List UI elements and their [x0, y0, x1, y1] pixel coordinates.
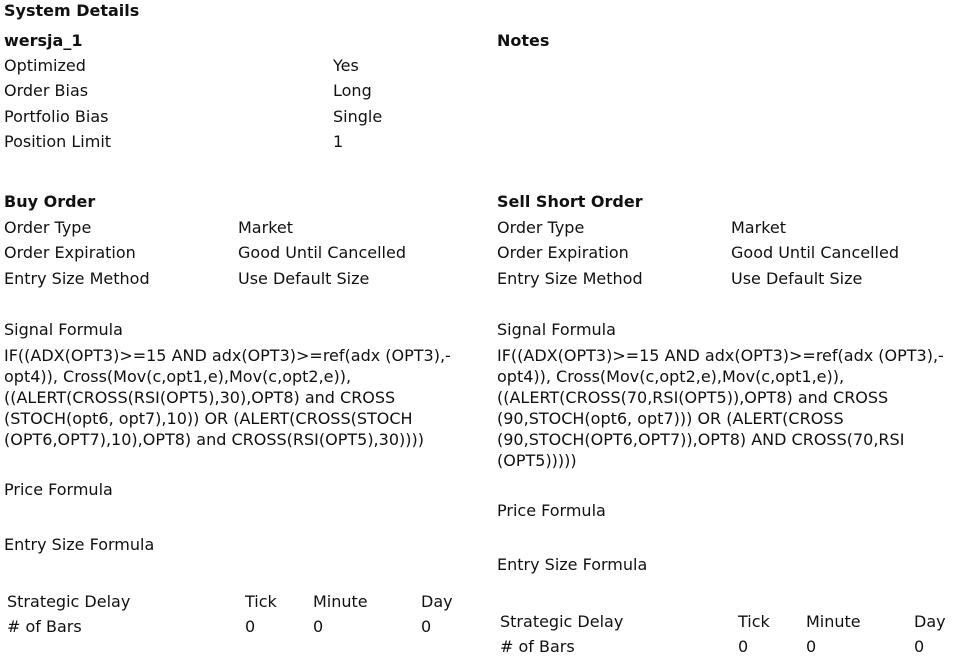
sell-bars-minute: 0	[806, 637, 817, 656]
sell-strategic-delay-label: Strategic Delay	[500, 612, 624, 631]
buy-bars-label: # of Bars	[7, 617, 82, 636]
sell-bars-day: 0	[914, 637, 925, 656]
position-limit-value: 1	[333, 132, 344, 151]
sell-bars-label: # of Bars	[500, 637, 575, 656]
buy-bars-day: 0	[421, 617, 432, 636]
sell-order-type-value: Market	[731, 218, 786, 237]
sell-entry-size-method-value: Use Default Size	[731, 269, 863, 288]
system-name: wersja_1	[4, 31, 83, 50]
buy-price-formula-label: Price Formula	[4, 480, 113, 499]
sell-order-heading: Sell Short Order	[497, 192, 643, 211]
portfolio-bias-value: Single	[333, 107, 383, 126]
optimized-label: Optimized	[4, 56, 86, 75]
buy-entry-size-method-value: Use Default Size	[238, 269, 370, 288]
sell-price-formula-label: Price Formula	[497, 501, 606, 520]
sell-delay-col-minute: Minute	[806, 612, 861, 631]
buy-signal-formula-label: Signal Formula	[4, 320, 123, 339]
sell-delay-col-day: Day	[914, 612, 946, 631]
optimized-value: Yes	[333, 56, 359, 75]
sell-entry-size-method-label: Entry Size Method	[497, 269, 643, 288]
sell-signal-formula-label: Signal Formula	[497, 320, 616, 339]
order-bias-label: Order Bias	[4, 81, 89, 100]
buy-order-heading: Buy Order	[4, 192, 96, 211]
buy-entry-size-formula-label: Entry Size Formula	[4, 535, 155, 554]
portfolio-bias-label: Portfolio Bias	[4, 107, 109, 126]
order-bias-value: Long	[333, 81, 372, 100]
buy-delay-col-day: Day	[421, 592, 453, 611]
sell-entry-size-formula-label: Entry Size Formula	[497, 555, 648, 574]
sell-order-expiration-label: Order Expiration	[497, 243, 629, 262]
notes-heading: Notes	[497, 31, 550, 50]
buy-bars-minute: 0	[313, 617, 324, 636]
buy-order-type-value: Market	[238, 218, 293, 237]
buy-delay-col-tick: Tick	[245, 592, 277, 611]
sell-order-expiration-value: Good Until Cancelled	[731, 243, 899, 262]
buy-order-expiration-label: Order Expiration	[4, 243, 136, 262]
buy-entry-size-method-label: Entry Size Method	[4, 269, 150, 288]
position-limit-label: Position Limit	[4, 132, 112, 151]
sell-bars-tick: 0	[738, 637, 749, 656]
sell-order-type-label: Order Type	[497, 218, 585, 237]
sell-delay-col-tick: Tick	[738, 612, 770, 631]
buy-strategic-delay-label: Strategic Delay	[7, 592, 131, 611]
buy-bars-tick: 0	[245, 617, 256, 636]
buy-order-type-label: Order Type	[4, 218, 92, 237]
page-title: System Details	[4, 1, 140, 20]
buy-delay-col-minute: Minute	[313, 592, 368, 611]
buy-order-expiration-value: Good Until Cancelled	[238, 243, 406, 262]
sell-signal-formula: IF((ADX(OPT3)>=15 AND adx(OPT3)>=ref(adx (OPT3),-opt4)), Cross(Mov(c,opt2,e),Mov(c,opt1,e)), ((ALERT(CROSS(70,RSI(OPT5)),OPT8) and CROSS (90,STOCH(opt6, opt7))) OR (ALERT(CROSS (90,STOCH(OPT6,OPT7)),OPT8) AND CROSS(70,RSI (OPT5)))))	[497, 346, 944, 470]
buy-signal-formula: IF((ADX(OPT3)>=15 AND adx(OPT3)>=ref(adx (OPT3),-opt4)), Cross(Mov(c,opt1,e),Mov(c,opt2,e)), ((ALERT(CROSS(RSI(OPT5),30),OPT8) and CROSS (STOCH(opt6, opt7),10)) OR (ALERT(CROSS(STOCH (OPT6,OPT7),10),OPT8) and CROSS(RSI(OPT5),30))))	[4, 346, 451, 449]
